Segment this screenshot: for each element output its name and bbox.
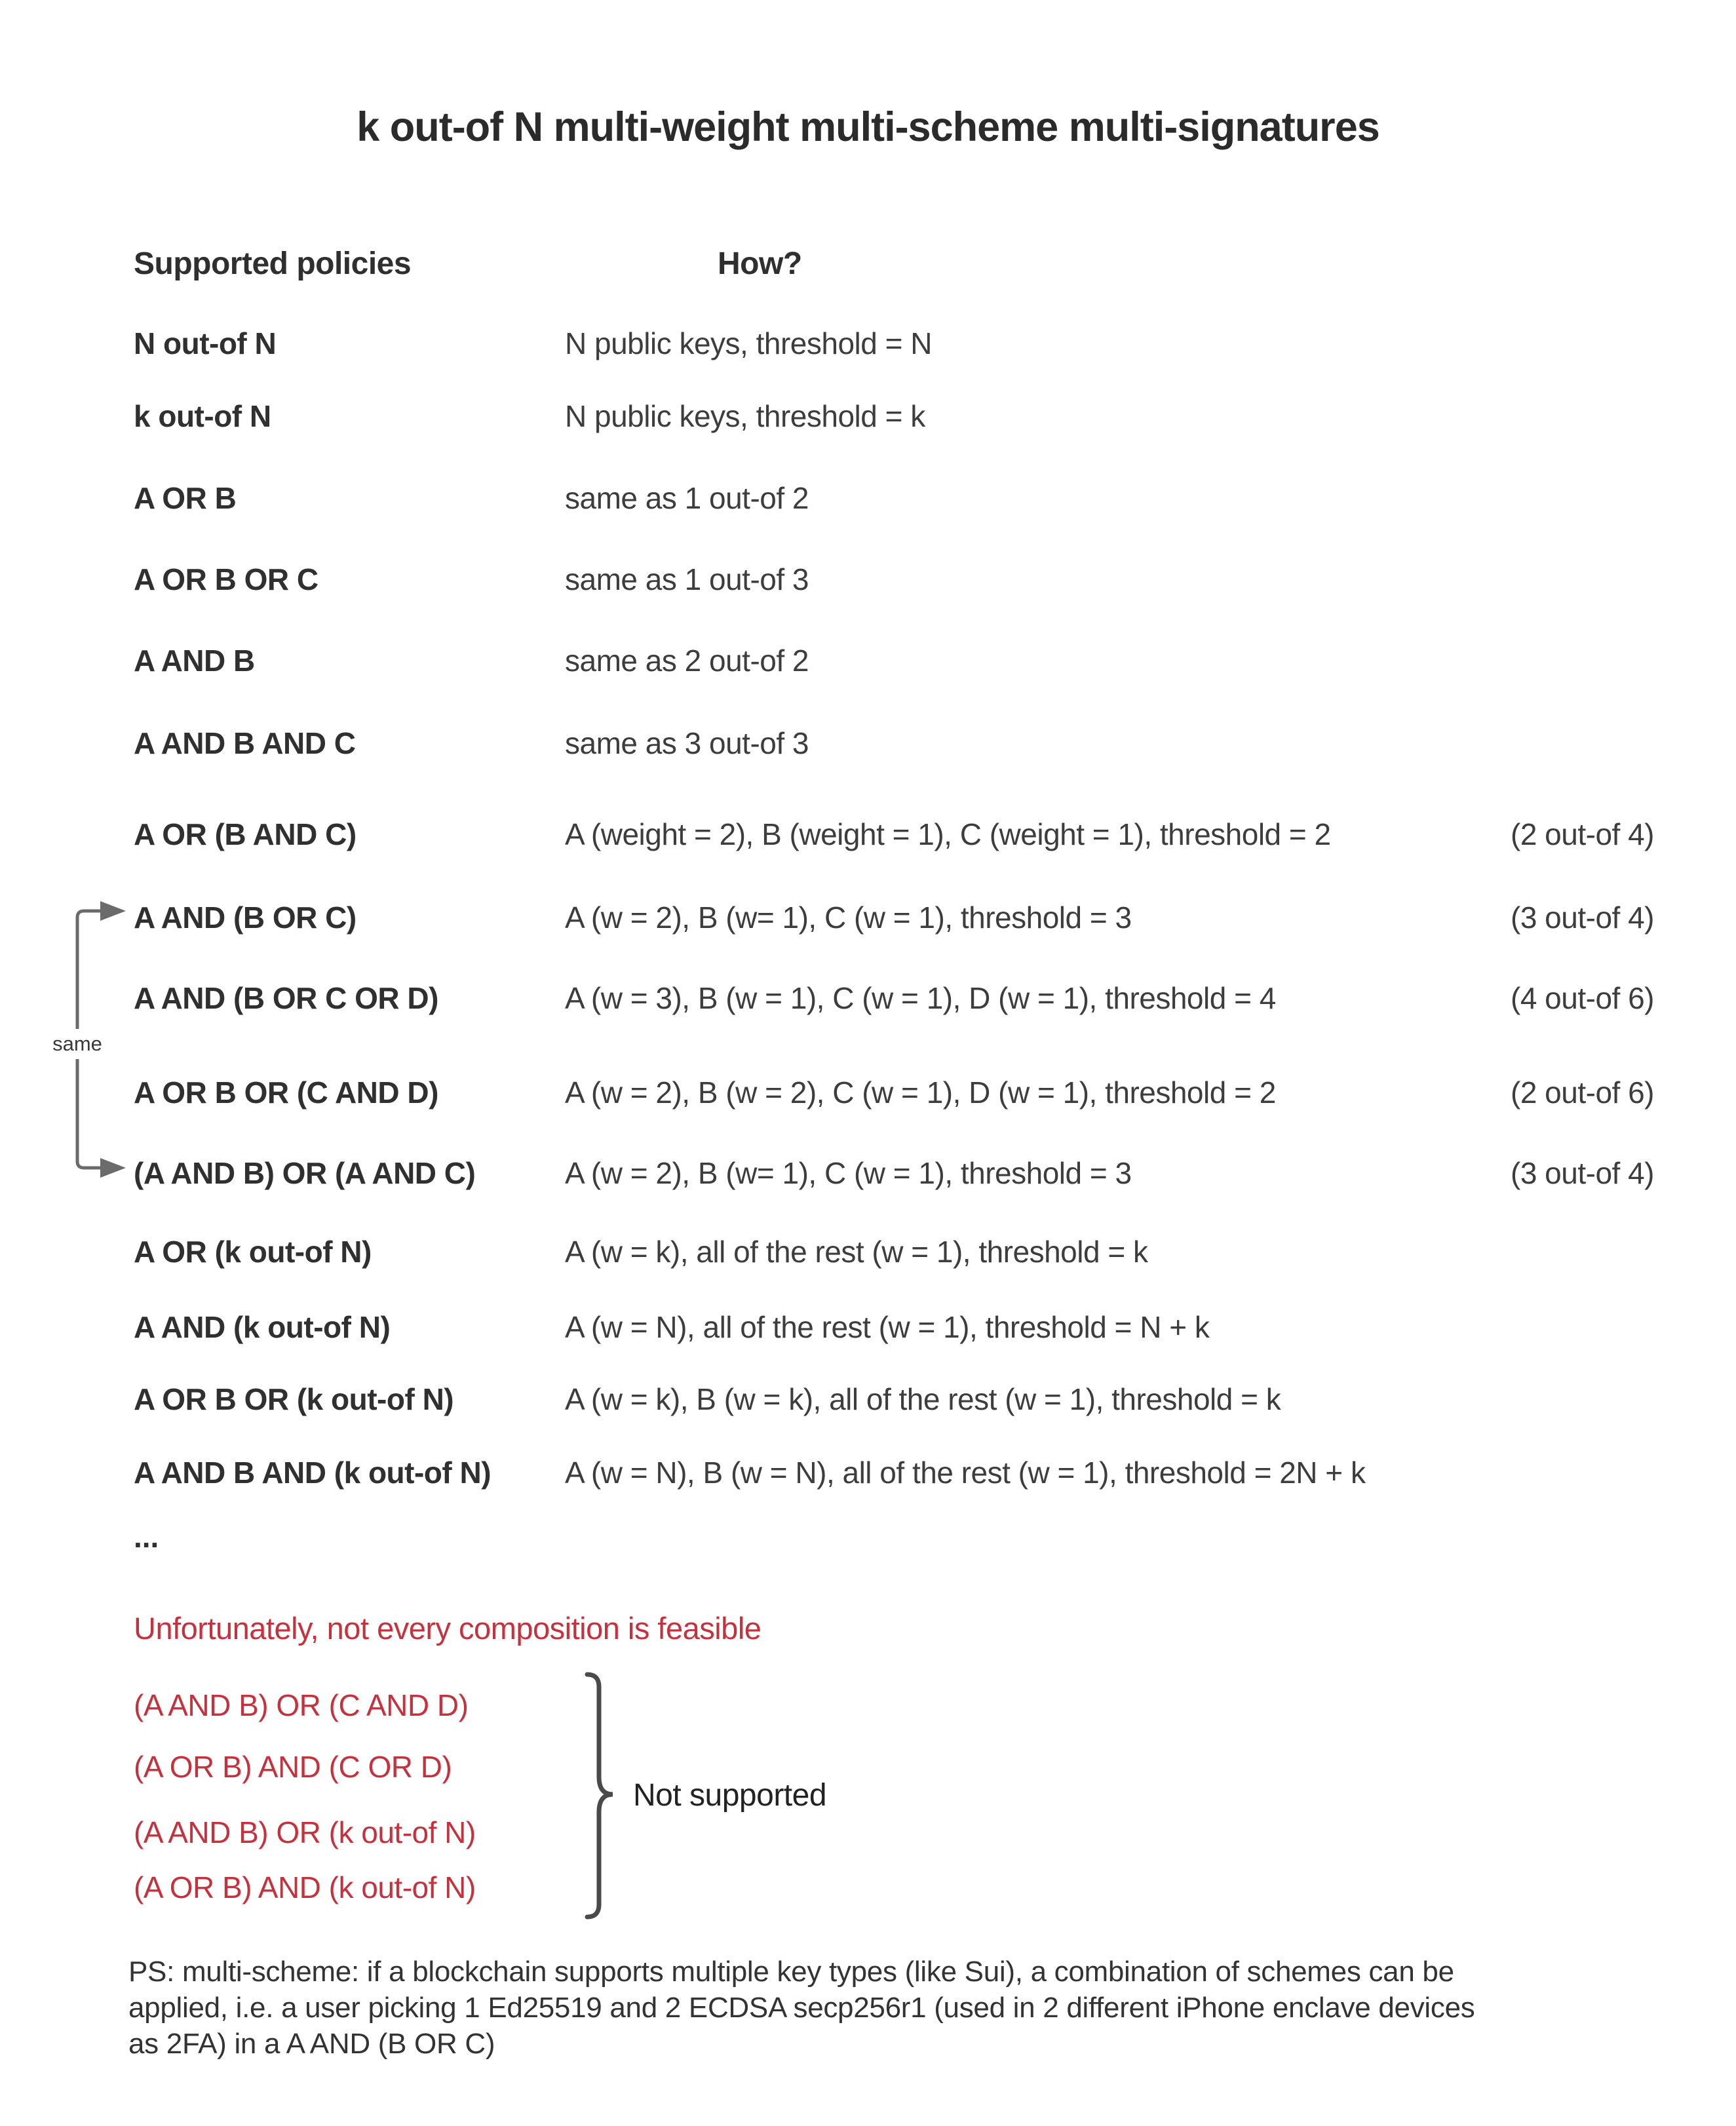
- policy-row: [0, 1233, 1736, 1270]
- column-header-how: How?: [718, 246, 802, 281]
- policy-label: A OR B: [134, 481, 237, 515]
- column-header-supported-policies: Supported policies: [134, 246, 412, 281]
- ps-note-line3: as 2FA) in a A AND (B OR C): [128, 2028, 495, 2060]
- policy-row: [0, 398, 1736, 435]
- policy-row: [0, 642, 1736, 679]
- policy-how: A (w = 2), B (w = 2), C (w = 1), D (w = 1), threshold = 2: [565, 1075, 1276, 1110]
- policy-how: N public keys, threshold = k: [565, 399, 925, 433]
- policy-row: [0, 725, 1736, 762]
- policy-label: A OR B OR (C AND D): [134, 1075, 438, 1110]
- curly-brace-icon: [582, 1671, 621, 1920]
- policy-label: (A AND B) OR (A AND C): [134, 1156, 476, 1190]
- policy-row: [0, 561, 1736, 598]
- policy-how: A (w = 2), B (w= 1), C (w = 1), threshold = 3: [565, 900, 1132, 935]
- policy-label: A AND (k out-of N): [134, 1310, 391, 1344]
- policy-label: A AND B AND C: [134, 726, 356, 760]
- policy-label: k out-of N: [134, 399, 271, 433]
- infeasible-item: (A AND B) OR (k out-of N): [134, 1815, 476, 1849]
- policy-how: same as 1 out-of 2: [565, 481, 809, 515]
- policy-how: A (w = N), all of the rest (w = 1), threshold = N + k: [565, 1310, 1210, 1344]
- policy-how: A (w = 3), B (w = 1), C (w = 1), D (w = 1), threshold = 4: [565, 981, 1276, 1015]
- policy-row: [0, 1454, 1736, 1491]
- ps-note-line1: PS: multi-scheme: if a blockchain supports multiple key types (like Sui), a combination of schemes can be: [128, 1956, 1454, 1988]
- policy-label: A AND (B OR C OR D): [134, 981, 438, 1015]
- infeasible-item: (A OR B) AND (k out-of N): [134, 1870, 476, 1904]
- policy-label: A OR (k out-of N): [134, 1235, 372, 1269]
- policy-row: [0, 1074, 1736, 1111]
- policy-row: [0, 325, 1736, 362]
- infeasible-item: (A AND B) OR (C AND D): [134, 1688, 469, 1722]
- ps-note: [128, 1954, 1688, 2062]
- ps-note-line2: applied, i.e. a user picking 1 Ed25519 and 2 ECDSA secp256r1 (used in 2 different iPhone enclave devices: [128, 1992, 1475, 2024]
- policy-note: (4 out-of 6): [1511, 981, 1654, 1015]
- policy-how: A (w = N), B (w = N), all of the rest (w = 1), threshold = 2N + k: [565, 1456, 1366, 1490]
- policy-row: [0, 1309, 1736, 1345]
- policy-note: (2 out-of 6): [1511, 1075, 1654, 1110]
- policy-label: A OR (B AND C): [134, 817, 357, 851]
- policy-row: [0, 980, 1736, 1016]
- policy-label: A OR B OR C: [134, 562, 318, 596]
- policy-note: (3 out-of 4): [1511, 900, 1654, 935]
- policy-how: A (weight = 2), B (weight = 1), C (weight = 1), threshold = 2: [565, 817, 1331, 851]
- policy-label: A OR B OR (k out-of N): [134, 1382, 454, 1416]
- policy-label: N out-of N: [134, 326, 277, 360]
- policy-label: A AND B: [134, 644, 255, 678]
- policy-row: [0, 1381, 1736, 1418]
- policy-note: (3 out-of 4): [1511, 1156, 1654, 1190]
- policy-label: A AND (B OR C): [134, 900, 357, 935]
- infeasible-item: (A OR B) AND (C OR D): [134, 1750, 452, 1784]
- same-label: same: [42, 1029, 113, 1059]
- policy-note: (2 out-of 4): [1511, 817, 1654, 851]
- policy-row: [0, 1155, 1736, 1191]
- policy-label: A AND B AND (k out-of N): [134, 1456, 492, 1490]
- policy-row: [0, 899, 1736, 936]
- policy-how: A (w = k), B (w = k), all of the rest (w = 1), threshold = k: [565, 1382, 1281, 1416]
- infeasible-heading: Unfortunately, not every composition is feasible: [134, 1611, 762, 1646]
- policy-row: [0, 480, 1736, 516]
- page-title: k out-of N multi-weight multi-scheme multi-signatures: [357, 104, 1379, 150]
- policy-how: same as 1 out-of 3: [565, 562, 809, 596]
- policy-how: same as 3 out-of 3: [565, 726, 809, 760]
- policy-row: [0, 816, 1736, 853]
- policy-how: A (w = k), all of the rest (w = 1), threshold = k: [565, 1235, 1148, 1269]
- policy-how: same as 2 out-of 2: [565, 644, 809, 678]
- policy-how: N public keys, threshold = N: [565, 326, 932, 360]
- policy-how: A (w = 2), B (w= 1), C (w = 1), threshold = 3: [565, 1156, 1132, 1190]
- not-supported-label: Not supported: [633, 1778, 827, 1813]
- ellipsis: ...: [134, 1520, 159, 1554]
